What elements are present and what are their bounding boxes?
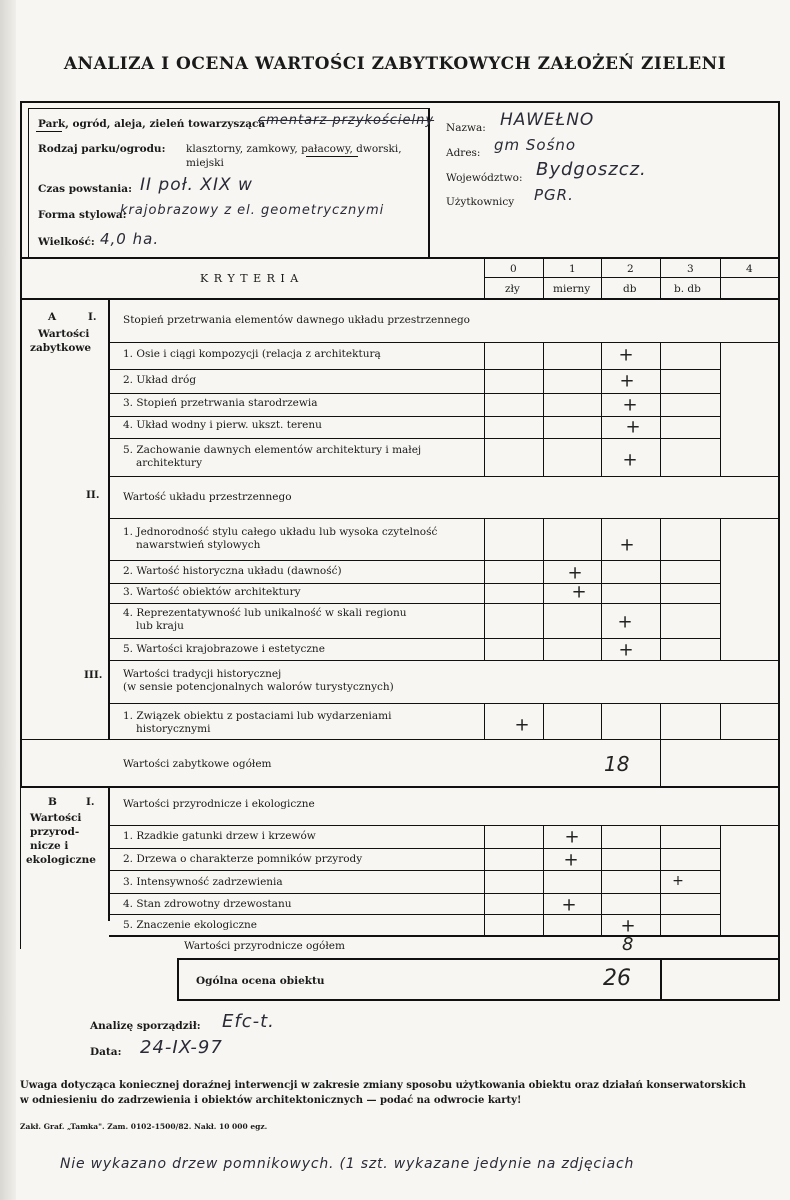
criteria-num-3: 3 bbox=[687, 263, 694, 275]
intervention-note-line-1: Uwaga dotycząca koniecznej doraźnej interwencji w zakresie zmiany sposobu użytkowania obiektu oraz działań konserwatorskich bbox=[20, 1080, 746, 1091]
group1-row-4: 4. Układ wodny i pierw. ukszt. terenu bbox=[123, 419, 322, 431]
rodzaj-options-2: miejski bbox=[186, 157, 224, 169]
wielkosc-value: 4,0 ha. bbox=[100, 230, 160, 248]
section-b-row-5: 5. Znaczenie ekologiczne bbox=[123, 919, 258, 931]
uzytkownicy-value: PGR. bbox=[534, 186, 574, 204]
mark-a2-2: + bbox=[567, 562, 583, 584]
group1-title: Stopień przetrwania elementów dawnego układu przestrzennego bbox=[123, 314, 470, 326]
group3-row-1: 1. Związek obiektu z postaciami lub wydarzeniami bbox=[123, 710, 392, 722]
rodzaj-options-1: klasztorny, zamkowy, pałacowy, dworski, bbox=[186, 143, 402, 155]
group1-row-1: 1. Osie i ciągi kompozycji (relacja z architekturą bbox=[123, 348, 381, 360]
wielkosc-label: Wielkość: bbox=[38, 236, 95, 248]
section-a-label-1: Wartości bbox=[38, 328, 90, 340]
uzytkownicy-label: Użytkownicy bbox=[446, 196, 515, 208]
mark-a2-3: + bbox=[571, 581, 587, 603]
mark-a1-4: + bbox=[625, 416, 641, 438]
grade-mierny: mierny bbox=[553, 283, 591, 295]
group2-title: Wartość układu przestrzennego bbox=[123, 491, 292, 503]
group2-row-1-cont: nawarstwień stylowych bbox=[136, 539, 261, 551]
overall-label: Ogólna ocena obiektu bbox=[196, 975, 325, 987]
section-b-label-3: nicze i bbox=[30, 840, 69, 852]
criteria-num-2: 2 bbox=[627, 263, 634, 275]
mark-b-4: + bbox=[561, 894, 577, 916]
data-value: 24-IX-97 bbox=[140, 1037, 223, 1058]
section-b-total-value: 8 bbox=[622, 934, 634, 955]
group2-row-1: 1. Jednorodność stylu całego układu lub wysoka czytelność bbox=[123, 526, 438, 538]
section-a-total-value: 18 bbox=[604, 752, 630, 776]
intervention-note-line-2: w odniesieniu do zadrzewienia i obiektów architektonicznych — podać na odwrocie karty! bbox=[20, 1095, 522, 1106]
section-a-roman-3: III. bbox=[84, 669, 103, 681]
wojewodztwo-value: Bydgoszcz. bbox=[536, 159, 647, 180]
page-title: ANALIZA I OCENA WARTOŚCI ZABYTKOWYCH ZAŁOŻEŃ ZIELENI bbox=[63, 54, 727, 74]
section-b-letter: B bbox=[48, 796, 57, 808]
adres-value: gm Sośno bbox=[494, 136, 577, 154]
handwritten-note: Nie wykazano drzew pomnikowych. (1 szt. wykazane jedynie na zdjęciach bbox=[60, 1156, 635, 1172]
section-b-row-2: 2. Drzewa o charakterze pomników przyrody bbox=[123, 853, 363, 865]
mark-b-1: + bbox=[564, 826, 580, 848]
section-b-title: Wartości przyrodnicze i ekologiczne bbox=[123, 798, 315, 810]
criteria-num-4: 4 bbox=[746, 263, 753, 275]
criteria-label: K R Y T E R I A bbox=[200, 272, 300, 285]
section-b-row-3: 3. Intensywność zadrzewienia bbox=[123, 876, 283, 888]
section-a-label-2: zabytkowe bbox=[30, 342, 92, 354]
nazwa-label: Nazwa: bbox=[446, 122, 486, 134]
group3-title-1: Wartości tradycji historycznej bbox=[123, 668, 282, 680]
wojewodztwo-label: Województwo: bbox=[446, 172, 523, 184]
grade-bdb: b. db bbox=[674, 283, 701, 295]
mark-a2-5: + bbox=[618, 639, 634, 661]
grade-db: db bbox=[623, 283, 637, 295]
group1-row-5-cont: architektury bbox=[136, 457, 203, 469]
group1-row-3: 3. Stopień przetrwania starodrzewia bbox=[123, 397, 318, 409]
forma-label: Forma stylowa: bbox=[38, 209, 127, 221]
section-b-row-1: 1. Rzadkie gatunki drzew i krzewów bbox=[123, 830, 316, 842]
adres-label: Adres: bbox=[446, 147, 481, 159]
group1-row-2: 2. Układ dróg bbox=[123, 374, 197, 386]
criteria-num-1: 1 bbox=[569, 263, 576, 275]
data-label: Data: bbox=[90, 1046, 122, 1058]
analiza-signature: Efc-t. bbox=[222, 1011, 275, 1032]
mark-a2-1: + bbox=[619, 534, 635, 556]
mark-b-3: + bbox=[672, 873, 684, 889]
intervention-note bbox=[20, 1078, 780, 1108]
mark-a1-2: + bbox=[619, 370, 635, 392]
grade-zly: zły bbox=[505, 283, 520, 295]
mark-a1-5: + bbox=[622, 449, 638, 471]
mark-b-5: + bbox=[620, 915, 636, 937]
mark-a1-1: + bbox=[618, 344, 634, 366]
czas-value: II poł. XIX w bbox=[140, 175, 253, 195]
nazwa-value: HAWEŁNO bbox=[500, 110, 595, 130]
group2-row-3: 3. Wartość obiektów architektury bbox=[123, 586, 301, 598]
rodzaj-label: Rodzaj parku/ogrodu: bbox=[38, 143, 166, 155]
analiza-label: Analizę sporządził: bbox=[90, 1020, 201, 1032]
group2-row-4: 4. Reprezentatywność lub unikalność w skali regionu bbox=[123, 607, 407, 619]
mark-a3-1: + bbox=[514, 714, 530, 736]
section-a-letter: A bbox=[48, 311, 57, 323]
overall-value: 26 bbox=[603, 966, 631, 991]
group3-row-1-cont: historycznymi bbox=[136, 723, 211, 735]
group2-row-4-cont: lub kraju bbox=[136, 620, 184, 632]
czas-label: Czas powstania: bbox=[38, 183, 132, 195]
section-b-label-4: ekologiczne bbox=[26, 854, 96, 866]
criteria-num-0: 0 bbox=[510, 263, 517, 275]
forma-value: krajobrazowy z el. geometrycznymi bbox=[120, 203, 385, 218]
section-a-roman-1: I. bbox=[88, 311, 97, 323]
section-b-total-label: Wartości przyrodnicze ogółem bbox=[184, 940, 345, 952]
mark-a2-4: + bbox=[617, 611, 633, 633]
section-b-label-1: Wartości bbox=[30, 812, 82, 824]
section-b-row-4: 4. Stan zdrowotny drzewostanu bbox=[123, 898, 292, 910]
section-a-roman-2: II. bbox=[86, 489, 100, 501]
group2-row-2: 2. Wartość historyczna układu (dawność) bbox=[123, 565, 342, 577]
printer-info: Zakł. Graf. „Tamka". Zam. 0102-1500/82. Nakł. 10 000 egz. bbox=[20, 1122, 268, 1131]
section-a-total-label: Wartości zabytkowe ogółem bbox=[123, 758, 272, 770]
section-b-label-2: przyrod- bbox=[30, 826, 80, 838]
mark-b-2: + bbox=[563, 849, 579, 871]
struck-handwriting: cmentarz przykościelny bbox=[258, 113, 435, 128]
mark-a1-3: + bbox=[622, 394, 638, 416]
group1-row-5: 5. Zachowanie dawnych elementów architektury i małej bbox=[123, 444, 422, 456]
object-type-line: Park, ogród, aleja, zieleń towarzysząca bbox=[38, 118, 266, 130]
group3-title-2: (w sensie potencjonalnych walorów turystycznych) bbox=[123, 681, 394, 693]
page-binding-edge bbox=[0, 0, 16, 1200]
section-b-roman: I. bbox=[86, 796, 95, 808]
group2-row-5: 5. Wartości krajobrazowe i estetyczne bbox=[123, 643, 325, 655]
